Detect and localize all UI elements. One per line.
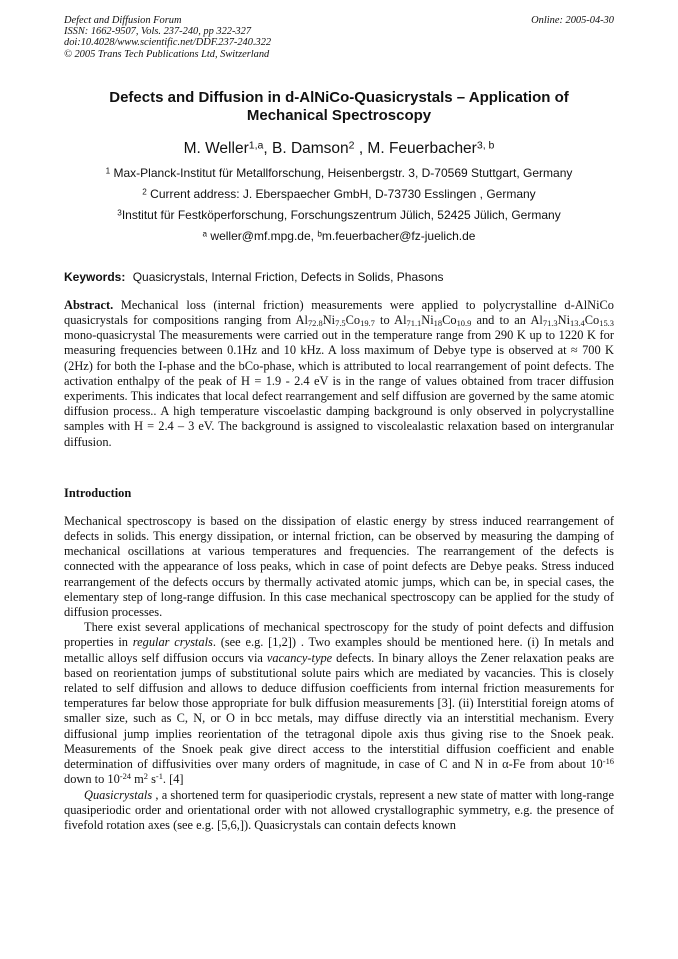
online-date: Online: 2005-04-30 [531, 15, 614, 26]
subscript: 71.1 [406, 318, 422, 329]
abstract-text: Co [584, 313, 600, 328]
keywords-label: Keywords: [64, 269, 126, 284]
keywords-text: Quasicrystals, Internal Friction, Defects in Solids, Phasons [132, 269, 444, 284]
email-sup: b [317, 229, 322, 239]
affiliation-text: Max-Planck-Institut für Metallforschung, Heisenbergstr. 3, D-70569 Stuttgart, Germany [110, 165, 573, 180]
abstract-text: mono-quasicrystal The measurements were carried out in the temperature range from 290 K up to 1220 K for measuring frequencies between 0.1Hz and 10 kHz. A loss maximum of Debye type is observed at ≈ 700 K (2Hz) for both the I-phase and the bCo-phase, which is attributed to local rearrangement of point defects. The activation enthalpy of the peak of H = 1.9 - 2.4 eV is in the range of values obtained from tracer diffusion experiments. This indicates that local defect rearrangement and self diffusion are governed by the same atomic diffusion process.. A high temperature viscoelastic damping background is only observed in polycrystalline samples with H = 2.4 – 3 eV. The background is assigned to viscolealastic relaxation based on intergranular diffusion. [64, 328, 614, 449]
abstract-text: Co [345, 313, 361, 328]
author-list [64, 139, 614, 159]
paragraph-text: down to 10 [64, 772, 120, 787]
abstract [64, 298, 614, 450]
affiliation-text: Current address: J. Eberspaecher GmbH, D-73730 Esslingen , Germany [146, 186, 536, 201]
author-name: M. Weller [183, 139, 249, 157]
superscript: 2 [143, 771, 148, 782]
author-sup: 1,a [248, 139, 264, 152]
subscript: 71.3 [542, 318, 558, 329]
intro-paragraph-3 [64, 788, 614, 834]
superscript: -16 [602, 756, 614, 767]
section-heading-introduction: Introduction [64, 485, 132, 500]
abstract-text: Ni [322, 313, 336, 328]
subscript: 13.4 [570, 318, 585, 329]
italic-term: regular crystals [132, 635, 213, 650]
author-sup: 3, b [476, 139, 495, 152]
author-emails [64, 229, 614, 244]
keywords [64, 270, 614, 285]
paragraph-text: m [131, 772, 144, 787]
abstract-text: Mechanical loss (internal friction) measurements were applied to polycrystalline d-AlNiCo quasicrystals for compositions ranging from Al [64, 297, 614, 328]
subscript: 15.3 [599, 318, 614, 329]
subscript: 18 [433, 318, 443, 329]
email-sup: a [202, 229, 208, 239]
title-line-2: Mechanical Spectroscopy [246, 106, 432, 124]
paragraph-text: . [4] [162, 772, 184, 787]
author-name: , B. Damson [263, 139, 349, 157]
italic-term: Quasicrystals [84, 787, 153, 802]
affiliation-text: Institut für Festköperforschung, Forschungszentrum Jülich, 52425 Jülich, Germany [121, 207, 561, 222]
affiliation-3 [64, 208, 614, 223]
subscript: 10.9 [456, 318, 472, 329]
abstract-text: Co [442, 313, 457, 328]
affiliation-2 [64, 187, 614, 202]
journal-header [64, 15, 614, 60]
intro-paragraph-2 [64, 620, 614, 787]
subscript: 72.8 [307, 318, 323, 329]
superscript: -24 [119, 771, 131, 782]
affiliation-sup: 1 [105, 166, 111, 176]
paragraph-text: . (see e.g. [1,2]) . Two examples should be mentioned here. (i) In metals and metallic alloys self diffusion occurs via [64, 635, 614, 665]
affiliation-1 [64, 166, 614, 181]
superscript: -1 [155, 771, 163, 782]
subscript: 19.7 [360, 318, 375, 329]
paper-title [64, 89, 614, 125]
issn-line: ISSN: 1662-9507, Vols. 237-240, pp 322-327 [64, 26, 252, 38]
email-text: weller@mf.mpg.de, [207, 228, 318, 243]
affiliation-sup: 2 [142, 187, 147, 197]
paragraph-text: defects. In binary alloys the Zener relaxation peaks are based on reorientation jumps of substitutional solute pairs which are mediated by vacancies. This is closely related to self diffusion and allows to deduce diffusion coefficients from internal friction measurements for temperatures far below those appropriate for bulk diffusion measurements [3]. (ii) Interstitial foreign atoms of smaller size, such as C, N, or O in bcc metals, may diffuse directly via an interstitial mechanism. Every diffusional jump implies reorientation of the tetragonal dipole axis thus giving rise to the Snoek peak. Measurements of the Snoek peak give direct access to the interstitial diffusion coefficient and enable determination of diffusivities over many orders of magnitude, in case of C and N in α-Fe from about 10 [64, 650, 614, 772]
paragraph-text: There exist several applications of mechanical spectroscopy for the study of point defects and diffusion properties in [64, 620, 614, 650]
subscript: 7.5 [335, 318, 346, 329]
email-text: m.feuerbacher@fz-juelich.de [321, 228, 476, 243]
copyright-line: © 2005 Trans Tech Publications Ltd, Switzerland [64, 48, 270, 60]
affiliation-sup: 3 [117, 208, 122, 218]
title-line-1: Defects and Diffusion in d-AlNiCo-Quasicrystals – Application of [109, 88, 569, 106]
abstract-label: Abstract. [64, 297, 114, 312]
intro-paragraph-1: Mechanical spectroscopy is based on the dissipation of elastic energy by stress induced rearrangement of defects in solids. This energy dissipation, or internal friction, can be observed by measuring the damping of mechanical oscillations at various temperatures and frequencies. The rearrangement of the defects is connected with the appearance of loss peaks, which in case of point defects are Debye peaks. Stress induced rearrangement of the defects occurs by thermally activated atomic jumps, which can be, in special cases, the elementary step of long-range diffusion. In this case mechanical spectroscopy can be applied for the study of diffusion processes. [64, 513, 614, 620]
italic-term: vacancy-type [266, 650, 333, 665]
author-name: , M. Feuerbacher [354, 139, 477, 157]
doi-line: doi:10.4028/www.scientific.net/DDF.237-240.322 [64, 37, 272, 49]
abstract-text: and to an Al [471, 313, 543, 328]
abstract-text: Ni [557, 313, 571, 328]
paragraph-text: , a shortened term for quasiperiodic crystals, represent a new state of matter with long-range quasiperiodic order and orientational order with not allowed crystallographic symmetry, e.g. the presence of fivefold rotation axes (see e.g. [5,6,]). Quasicrystals can contain defects known [64, 787, 614, 832]
paragraph-text: s [147, 772, 156, 787]
abstract-text: Ni [421, 313, 434, 328]
journal-name: Defect and Diffusion Forum [64, 15, 182, 26]
abstract-text: to Al [374, 313, 407, 328]
author-sup: 2 [348, 139, 355, 152]
